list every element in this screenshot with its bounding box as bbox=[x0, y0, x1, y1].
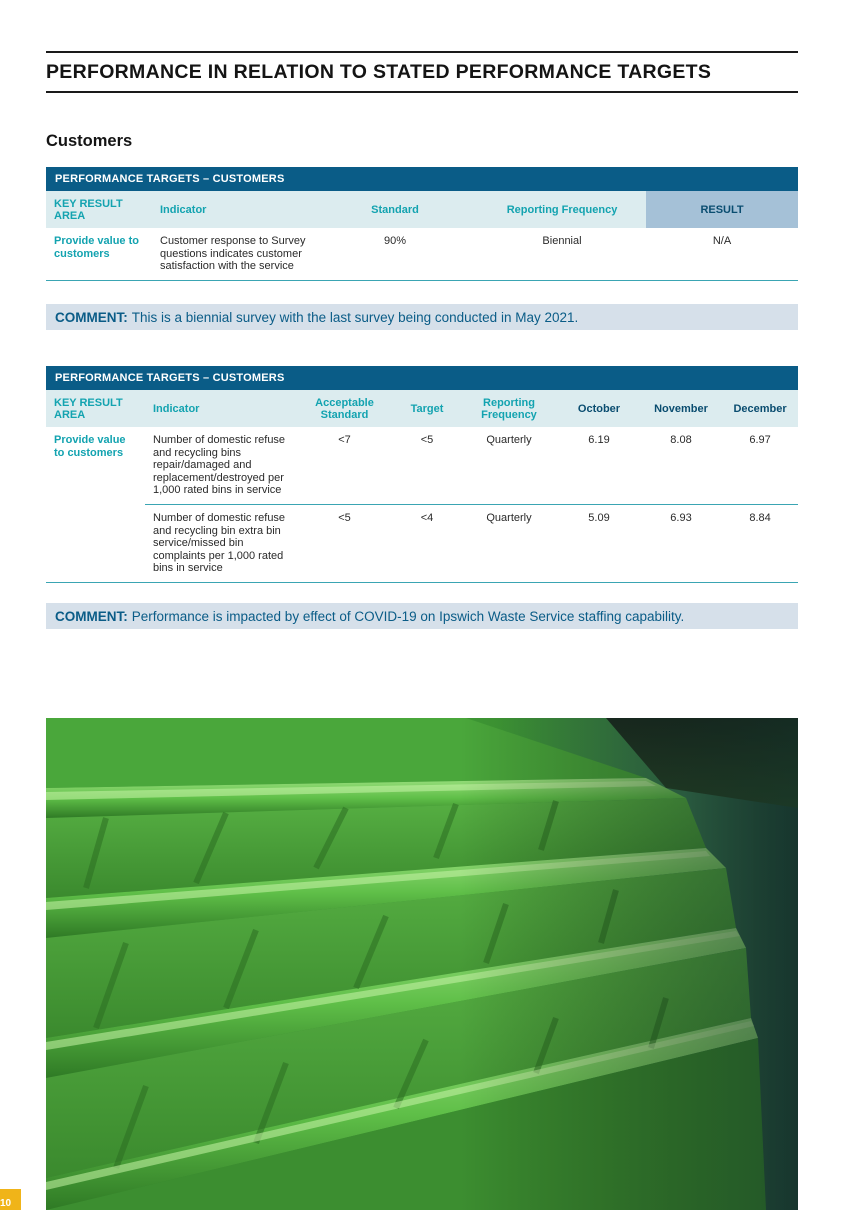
column-header-october: October bbox=[558, 390, 640, 427]
target-cell: <4 bbox=[394, 504, 460, 582]
frequency-cell: Quarterly bbox=[460, 427, 558, 504]
target-cell: <5 bbox=[394, 427, 460, 504]
frequency-cell: Quarterly bbox=[460, 504, 558, 582]
green-bins-photo bbox=[46, 718, 798, 1210]
standard-cell: 90% bbox=[312, 228, 478, 280]
column-header-kra: KEY RESULT AREA bbox=[46, 390, 145, 427]
column-header-frequency: Reporting Frequency bbox=[460, 390, 558, 427]
column-header-december: December bbox=[722, 390, 798, 427]
comment-text: This is a biennial survey with the last survey being conducted in May 2021. bbox=[131, 309, 579, 325]
column-header-indicator: Indicator bbox=[145, 390, 295, 427]
column-header-target: Target bbox=[394, 390, 460, 427]
table-row bbox=[46, 427, 798, 504]
page-number-tab bbox=[0, 1189, 21, 1210]
result-cell: N/A bbox=[646, 228, 798, 280]
page-title: PERFORMANCE IN RELATION TO STATED PERFORMANCE TARGETS bbox=[46, 60, 712, 83]
performance-table-survey bbox=[46, 167, 798, 281]
october-cell: 6.19 bbox=[558, 427, 640, 504]
comment-box-covid bbox=[46, 603, 798, 629]
kra-cell bbox=[46, 504, 145, 582]
table-row bbox=[46, 228, 798, 280]
comment-text: Performance is impacted by effect of COVID-19 on Ipswich Waste Service staffing capability. bbox=[131, 608, 685, 624]
november-cell: 6.93 bbox=[640, 504, 722, 582]
kra-cell: Provide value to customers bbox=[46, 228, 152, 280]
indicator-cell: Number of domestic refuse and recycling bins repair/damaged and replacement/destroyed per 1,000 rated bins in service bbox=[145, 427, 295, 504]
column-header-result: RESULT bbox=[646, 191, 798, 228]
column-header-frequency: Reporting Frequency bbox=[478, 191, 646, 228]
column-header-november: November bbox=[640, 390, 722, 427]
section-heading: Customers bbox=[46, 132, 133, 150]
kra-cell: Provide value to customers bbox=[54, 434, 126, 459]
indicator-cell: Number of domestic refuse and recycling bin extra bin service/missed bin complaints per 1,000 rated bins in service bbox=[145, 504, 295, 582]
column-header-acceptable: Acceptable Standard bbox=[295, 390, 394, 427]
indicator-cell: Customer response to Survey questions indicates customer satisfaction with the service bbox=[152, 228, 312, 280]
page-title-bar bbox=[46, 51, 798, 93]
green-bins-illustration bbox=[46, 718, 798, 1210]
comment-box-survey bbox=[46, 304, 798, 330]
december-cell: 8.84 bbox=[722, 504, 798, 582]
frequency-cell: Biennial bbox=[478, 228, 646, 280]
november-cell: 8.08 bbox=[640, 427, 722, 504]
performance-table-bins bbox=[46, 366, 798, 583]
column-header-standard: Standard bbox=[312, 191, 478, 228]
table-title: PERFORMANCE TARGETS – CUSTOMERS bbox=[46, 366, 798, 390]
column-header-indicator: Indicator bbox=[152, 191, 312, 228]
page-number: 10 bbox=[0, 1198, 12, 1209]
table-row bbox=[46, 504, 798, 582]
comment-label: COMMENT: bbox=[55, 608, 128, 624]
table-title: PERFORMANCE TARGETS – CUSTOMERS bbox=[46, 167, 798, 191]
october-cell: 5.09 bbox=[558, 504, 640, 582]
comment-label: COMMENT: bbox=[55, 309, 128, 325]
column-header-kra: KEY RESULT AREA bbox=[46, 191, 152, 228]
december-cell: 6.97 bbox=[722, 427, 798, 504]
acceptable-cell: <7 bbox=[295, 427, 394, 504]
acceptable-cell: <5 bbox=[295, 504, 394, 582]
